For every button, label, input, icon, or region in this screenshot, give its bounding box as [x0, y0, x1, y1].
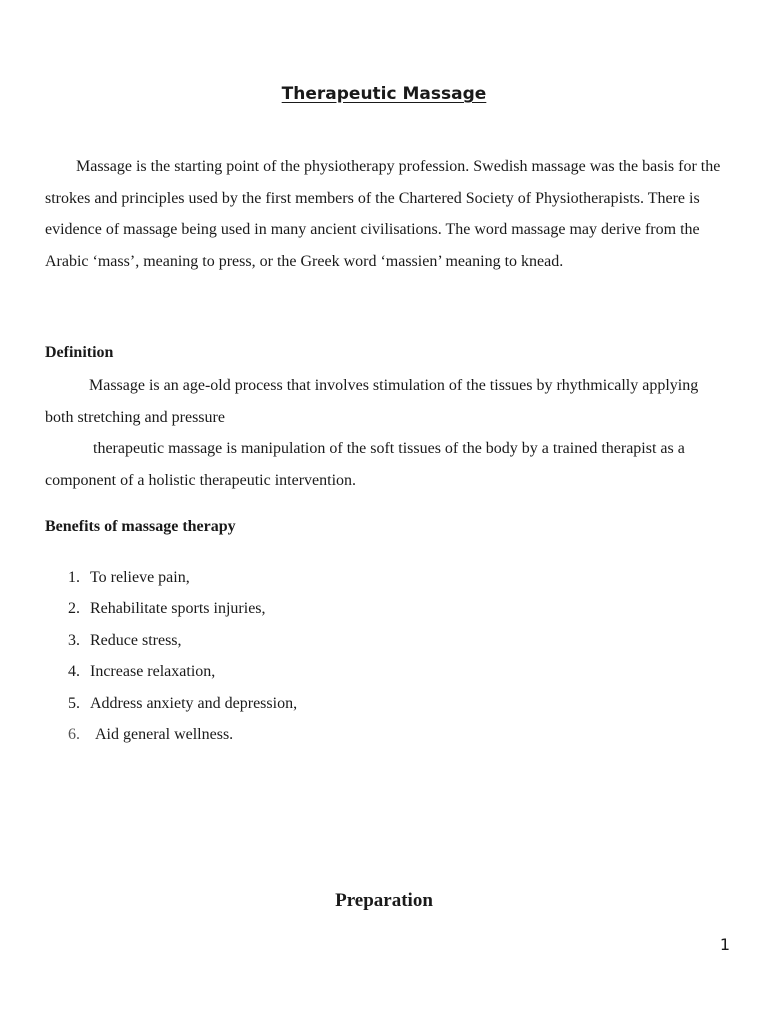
list-item-text: Aid general wellness. — [95, 725, 234, 743]
list-item-number: 5. — [68, 694, 80, 712]
list-item — [45, 562, 297, 593]
benefits-heading: Benefits of massage therapy — [45, 518, 236, 535]
preparation-heading: Preparation — [335, 890, 433, 911]
list-item — [45, 625, 297, 656]
list-item-text: Increase relaxation, — [90, 663, 216, 681]
page-number: 1 — [719, 935, 730, 954]
list-item-text: Reduce stress, — [90, 631, 182, 649]
list-item — [45, 593, 297, 624]
list-item-number: 6. — [68, 725, 80, 743]
list-item — [45, 719, 297, 750]
intro-paragraph: Massage is the starting point of the physiotherapy profession. Swedish massage was the basis for the strokes and principles used by the first members of the Chartered Society of Physiotherapists. There is evidence of massage being used in many ancient civilisations. The word massage may derive from the Arabic ‘mass’, meaning to press, or the Greek word ‘massien’ meaning to knead. — [45, 158, 721, 270]
list-item-text: Address anxiety and depression, — [90, 694, 298, 712]
list-item-number: 3. — [68, 631, 80, 649]
list-item-number: 4. — [68, 663, 80, 681]
document-title: Therapeutic Massage — [281, 84, 487, 104]
list-item-text: Rehabilitate sports injuries, — [90, 600, 266, 618]
list-item — [45, 656, 297, 687]
definition-heading: Definition — [45, 344, 114, 361]
benefits-list — [45, 562, 297, 750]
list-item-text: To relieve pain, — [90, 569, 190, 586]
list-item — [45, 688, 297, 719]
definition-paragraph-2: therapeutic massage is manipulation of the soft tissues of the body by a trained therapist as a component of a holistic therapeutic intervention. — [45, 440, 685, 489]
definition-paragraph-1: Massage is an age-old process that involves stimulation of the tissues by rhythmically applying both stretching and pressure — [45, 377, 699, 426]
list-item-number: 2. — [68, 600, 80, 618]
list-item-number: 1. — [68, 569, 80, 586]
